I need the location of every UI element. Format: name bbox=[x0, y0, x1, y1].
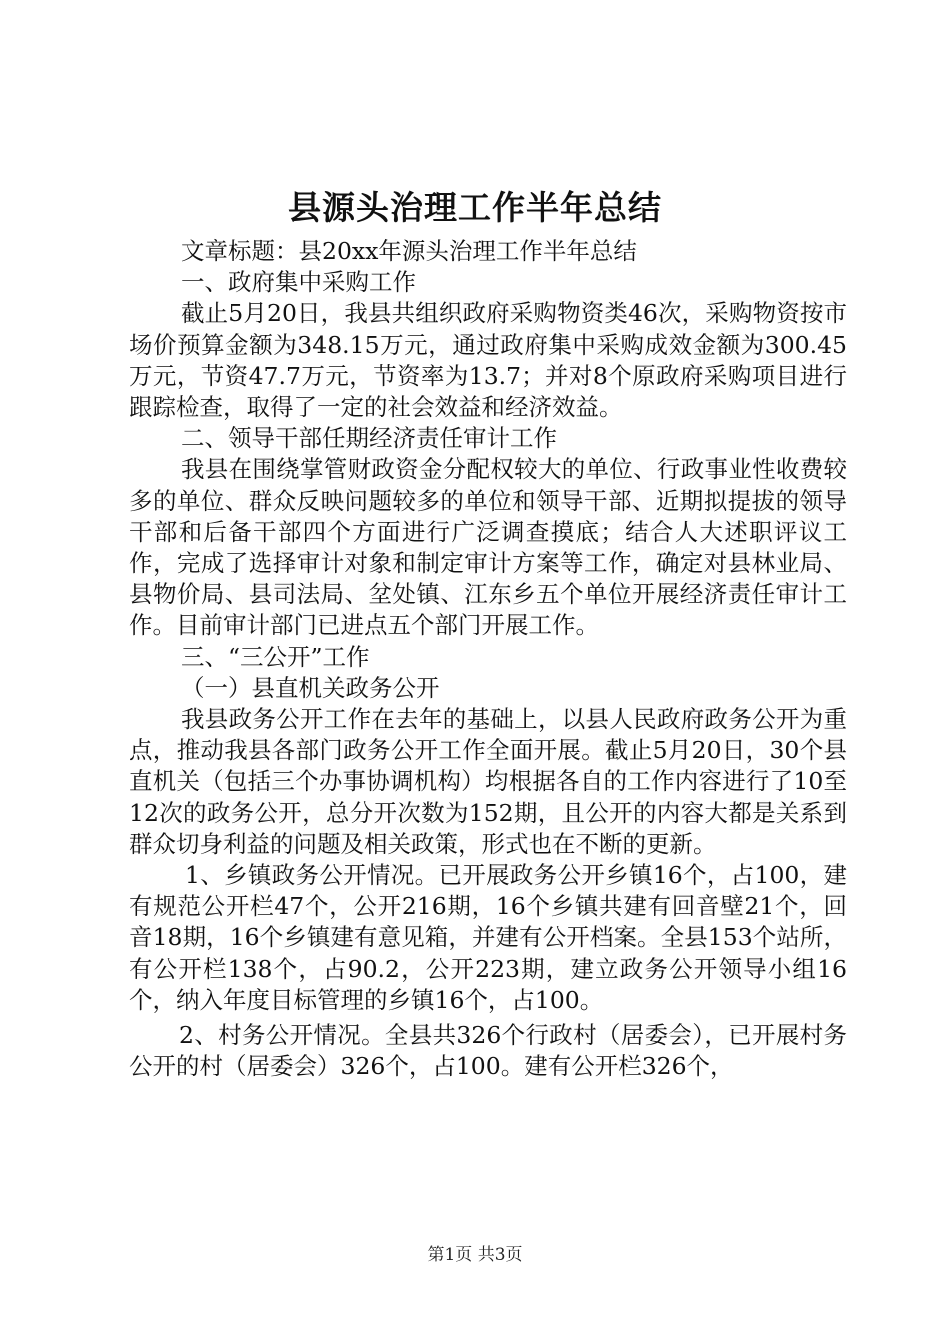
subsection-heading: （一）县直机关政务公开 bbox=[181, 673, 440, 702]
paragraph: 截止5月20日，我县共组织政府采购物资类46次，采购物资按市场价预算金额为348.15万元，通过政府集中采购成效金额为300.45万元，节资47.7万元，节资率为13.7；并对8个原政府采购项目进行跟踪检查，取得了一定的社会效益和经济效益。 bbox=[129, 299, 847, 422]
paragraph: 1、乡镇政务公开情况。已开展政务公开乡镇16个，占100，建有规范公开栏47个，公开216期，16个乡镇共建有回音壁21个，回音18期，16个乡镇建有意见箱，并建有公开档案。全县153个站所，有公开栏138个，占90.2，公开223期，建立政务公开领导小组16个，纳入年度目标管理的乡镇16个，占100。 bbox=[129, 861, 847, 1014]
section-heading: 三、“三公开”工作 bbox=[181, 642, 370, 671]
paragraph: 我县政务公开工作在去年的基础上，以县人民政府政务公开为重点，推动我县各部门政务公开工作全面开展。截止5月20日，30个县直机关（包括三个办事协调机构）均根据各自的工作内容进行了10至12次的政务公开，总分开次数为152期，且公开的内容大都是关系到群众切身利益的问题及相关政策，形式也在不断的更新。 bbox=[129, 705, 847, 858]
article-title-line: 文章标题：县20xx年源头治理工作半年总结 bbox=[181, 237, 637, 265]
section-heading: 二、领导干部任期经济责任审计工作 bbox=[181, 424, 557, 453]
document-body bbox=[129, 236, 847, 1082]
paragraph: 我县在围绕掌管财政资金分配权较大的单位、行政事业性收费较多的单位、群众反映问题较多的单位和领导干部、近期拟提拔的领导干部和后备干部四个方面进行广泛调查摸底；结合人大述职评议工作，完成了选择审计对象和制定审计方案等工作，确定对县林业局、县物价局、县司法局、坌处镇、江东乡五个单位开展经济责任审计工作。目前审计部门已进点五个部门开展工作。 bbox=[129, 455, 847, 640]
section-heading: 一、政府集中采购工作 bbox=[181, 268, 416, 297]
document-title: 县源头治理工作半年总结 bbox=[288, 188, 662, 227]
page-footer: 第1页 共3页 bbox=[427, 1245, 523, 1265]
paragraph: 2、村务公开情况。全县共326个行政村（居委会），已开展村务公开的村（居委会）326个，占100。建有公开栏326个， bbox=[129, 1021, 847, 1081]
